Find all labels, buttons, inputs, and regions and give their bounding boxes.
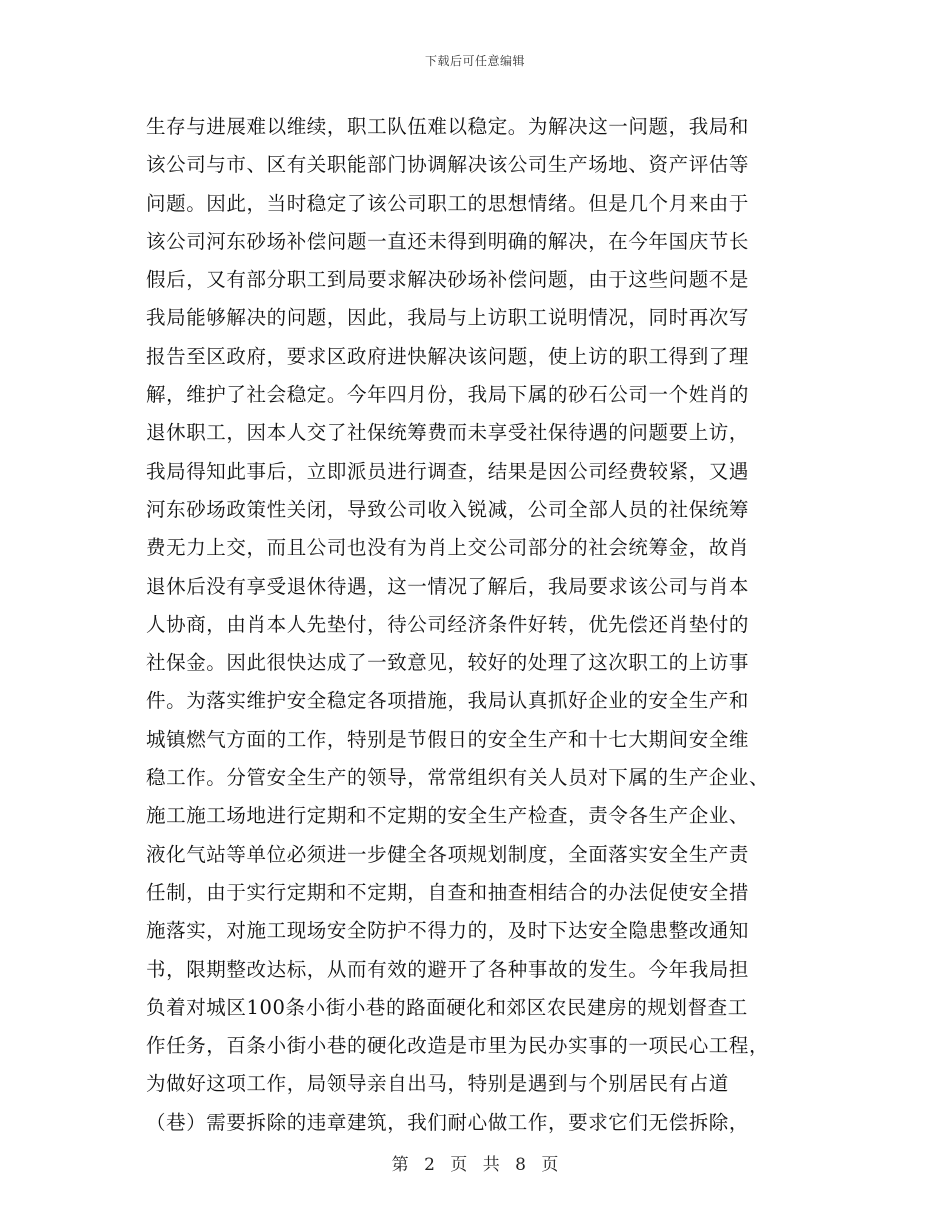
body-line: 施落实，对施工现场安全防护不得力的，及时下达安全隐患整改通知 (146, 919, 750, 943)
page-number-footer (0, 1150, 950, 1175)
current-page-number: 2 (424, 1155, 435, 1175)
body-line: 为做好这项工作，局领导亲自出马，特别是遇到与个别居民有占道 (146, 1072, 729, 1096)
body-line: 费无力上交，而且公司也没有为肖上交公司部分的社会统筹金，故肖 (146, 536, 750, 560)
body-line: 液化气站等单位必须进一步健全各项规划制度，全面落实安全生产责 (146, 842, 750, 866)
body-line: 城镇燃气方面的工作，特别是节假日的安全生产和十七大期间安全维 (146, 727, 750, 751)
body-line: 解，维护了社会稳定。今年四月份，我局下属的砂石公司一个姓肖的 (146, 383, 750, 407)
body-line: 书，限期整改达标，从而有效的避开了各种事故的发生。今年我局担 (146, 957, 750, 981)
body-line: 施工施工场地进行定期和不定期的安全生产检查，责令各生产企业、 (146, 804, 750, 828)
footer-page-unit: 页 (450, 1155, 468, 1175)
footer-total-label: 共 (482, 1155, 500, 1175)
body-line: 问题。因此，当时稳定了该公司职工的思想情绪。但是几个月来由于 (146, 191, 750, 215)
body-line: 我局能够解决的问题，因此，我局与上访职工说明情况，同时再次写 (146, 306, 750, 330)
body-line: 作任务，百条小街小巷的硬化改造是市里为民办实事的一项民心工程， (146, 1034, 770, 1058)
body-line: 退休后没有享受退休待遇，这一情况了解后，我局要求该公司与肖本 (146, 574, 750, 598)
body-line: 任制，由于实行定期和不定期，自查和抽查相结合的办法促使安全措 (146, 880, 750, 904)
body-line: 该公司河东砂场补偿问题一直还未得到明确的解决，在今年国庆节长 (146, 229, 750, 253)
body-line: 假后，又有部分职工到局要求解决砂场补偿问题，由于这些问题不是 (146, 268, 750, 292)
body-line: 退休职工，因本人交了社保统筹费而未享受社保待遇的问题要上访， (146, 421, 750, 445)
body-line: 稳工作。分管安全生产的领导，常常组织有关人员对下属的生产企业、 (146, 766, 770, 790)
total-page-count: 8 (515, 1155, 526, 1175)
footer-prefix: 第 (391, 1155, 409, 1175)
body-line: 负着对城区100条小街小巷的路面硬化和郊区农民建房的规划督查工 (146, 995, 748, 1019)
document-body (146, 108, 811, 1142)
body-line: 社保金。因此很快达成了一致意见，较好的处理了这次职工的上访事 (146, 651, 750, 675)
body-line: 河东砂场政策性关闭，导致公司收入锐减，公司全部人员的社保统筹 (146, 497, 750, 521)
page-header-note: 下载后可任意编辑 (424, 54, 525, 68)
body-line: 该公司与市、区有关职能部门协调解决该公司生产场地、资产评估等 (146, 153, 750, 177)
body-line: 生存与进展难以维续，职工队伍难以稳定。为解决这一问题，我局和 (146, 115, 750, 138)
body-line: 人协商，由肖本人先垫付，待公司经济条件好转，优先偿还肖垫付的 (146, 612, 750, 636)
body-line: 件。为落实维护安全稳定各项措施，我局认真抓好企业的安全生产和 (146, 689, 750, 713)
body-line: 我局得知此事后，立即派员进行调查，结果是因公司经费较紧，又遇 (146, 459, 750, 483)
body-line: 报告至区政府，要求区政府进快解决该问题，使上访的职工得到了理 (146, 344, 750, 368)
body-line: （巷）需要拆除的违章建筑，我们耐心做工作，要求它们无偿拆除， (146, 1110, 750, 1134)
footer-page-unit-2: 页 (541, 1155, 559, 1175)
